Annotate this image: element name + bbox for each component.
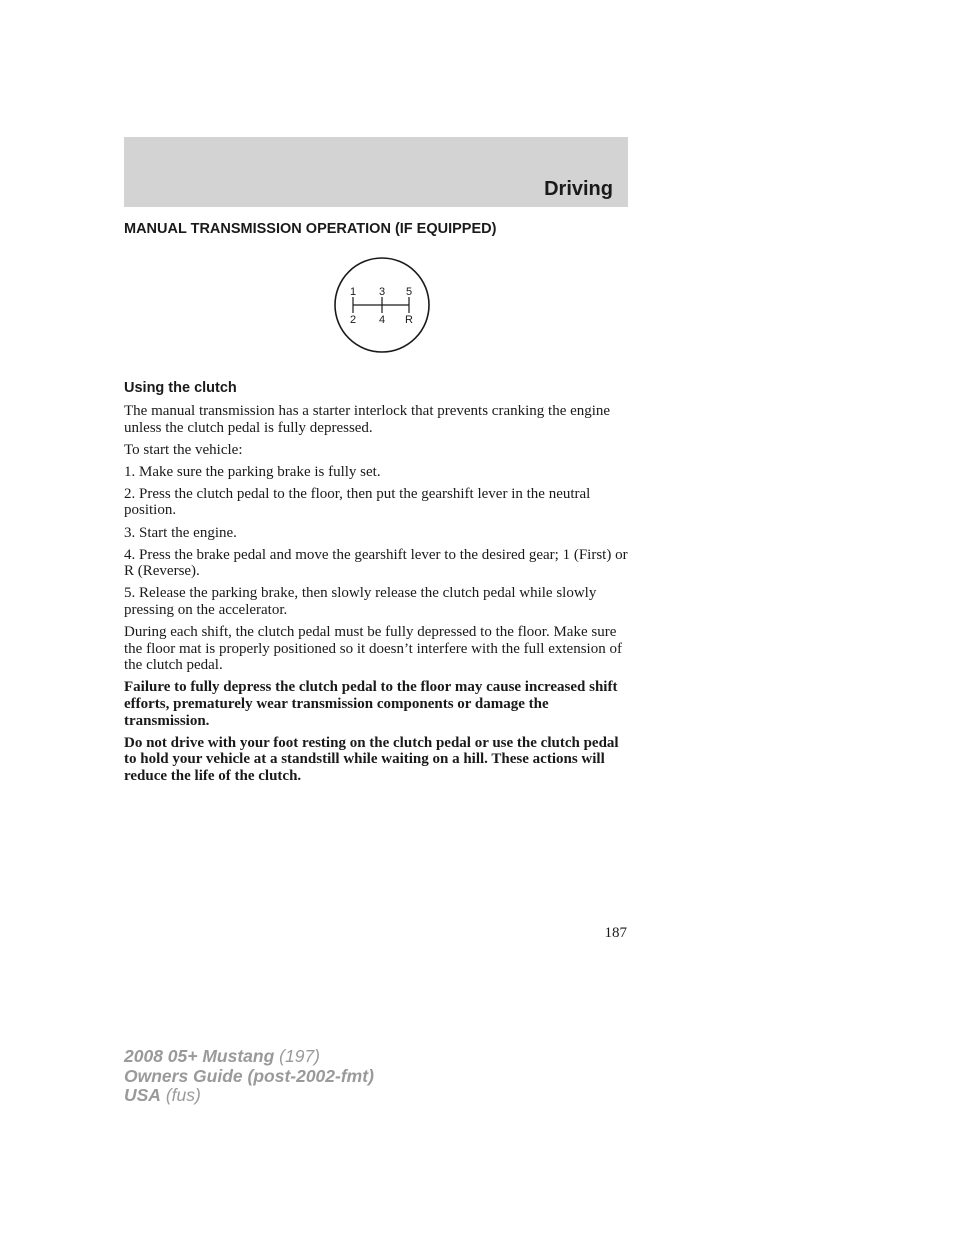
list-item: 1. Make sure the parking brake is fully set. bbox=[124, 463, 381, 480]
section-header-band bbox=[124, 137, 628, 207]
footer-guide: Owners Guide (post-2002-fmt) bbox=[124, 1065, 374, 1086]
subheading-using-clutch: Using the clutch bbox=[124, 380, 237, 396]
gear-label-4: 4 bbox=[378, 314, 386, 326]
paragraph: The manual transmission has a starter interlock that prevents cranking the engine unless the clutch pedal is fully depressed. bbox=[124, 403, 611, 436]
gear-label-3: 3 bbox=[378, 286, 386, 298]
shift-pattern-diagram bbox=[333, 256, 431, 354]
warning-text: Failure to fully depress the clutch pedal to the floor may cause increased shift efforts, prematurely wear transmission components or damage the transmission. bbox=[124, 679, 618, 729]
gear-label-r: R bbox=[405, 314, 413, 326]
list-item: 3. Start the engine. bbox=[124, 524, 237, 541]
list-item: 5. Release the parking brake, then slowly release the clutch pedal while slowly pressing on the accelerator. bbox=[124, 585, 597, 618]
gear-label-5: 5 bbox=[405, 286, 413, 298]
footer-line-3 bbox=[124, 1086, 374, 1106]
footer-model: 2008 05+ Mustang bbox=[124, 1046, 275, 1066]
document-footer bbox=[124, 1047, 374, 1106]
footer-market: USA bbox=[124, 1085, 161, 1105]
warning-text: Do not drive with your foot resting on the clutch pedal or use the clutch pedal to hold your vehicle at a standstill while waiting on a hill. These actions will reduce the life of the clutch. bbox=[124, 734, 619, 784]
page-heading: MANUAL TRANSMISSION OPERATION (IF EQUIPPED) bbox=[124, 221, 497, 237]
paragraph: During each shift, the clutch pedal must be fully depressed to the floor. Make sure the floor mat is properly positioned so it doesn’t interfere with the full extension of the clutch pedal. bbox=[124, 624, 622, 674]
shift-pattern-svg bbox=[333, 256, 431, 354]
gear-label-2: 2 bbox=[349, 314, 357, 326]
paragraph: To start the vehicle: bbox=[124, 441, 243, 458]
footer-line-2 bbox=[124, 1067, 374, 1087]
gear-label-1: 1 bbox=[349, 286, 357, 298]
body-text bbox=[124, 403, 630, 790]
footer-line-1 bbox=[124, 1047, 374, 1067]
list-item: 2. Press the clutch pedal to the floor, then put the gearshift lever in the neutral position. bbox=[124, 485, 591, 519]
footer-model-code: (197) bbox=[279, 1046, 321, 1066]
page-number: 187 bbox=[604, 925, 627, 941]
footer-market-code: (fus) bbox=[165, 1085, 201, 1105]
list-item: 4. Press the brake pedal and move the gearshift lever to the desired gear; 1 (First) or R (Reverse). bbox=[124, 546, 628, 580]
section-title: Driving bbox=[544, 178, 613, 200]
